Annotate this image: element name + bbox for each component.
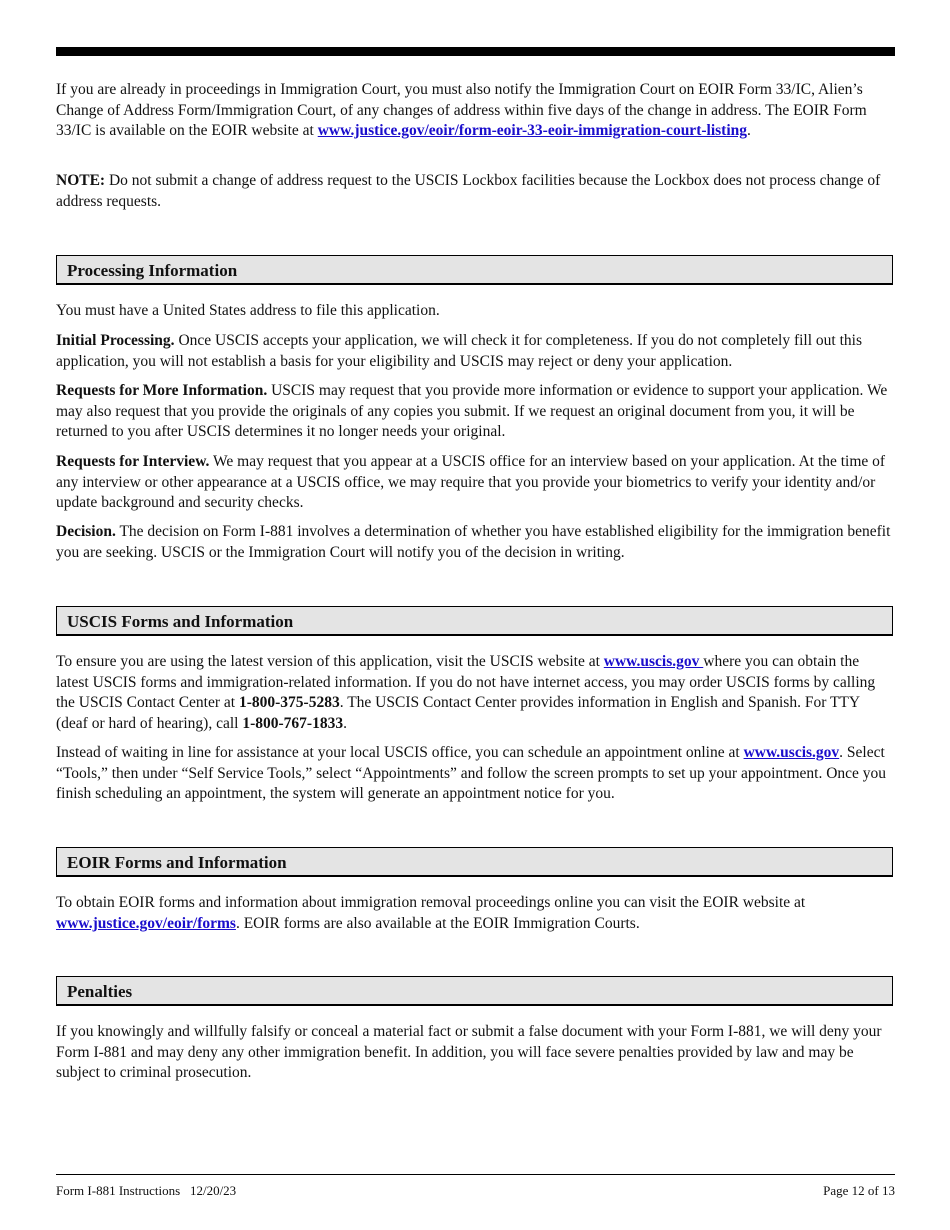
uscis-website-paragraph: To ensure you are using the latest version of this application, visit the USCIS website at www.uscis.gov where you can obtain the latest USCIS forms and immigration-related information. If you do not have internet access, you may order USCIS forms by calling the USCIS Contact Center at 1-800-375-5283. The USCIS Contact Center provides information in English and Spanish. For TTY (deaf or hard of hearing), call 1-800-767-1833. — [56, 653, 876, 732]
note-paragraph: NOTE: Do not submit a change of address request to the USCIS Lockbox facilities because the Lockbox does not process change of address requests. — [56, 172, 881, 210]
us-address-paragraph: You must have a United States address to file this application. — [56, 302, 440, 319]
eoir-forms-link[interactable]: www.justice.gov/eoir/forms — [56, 914, 236, 932]
section-header-penalties: Penalties — [56, 976, 893, 1006]
eoir-form-33-link[interactable]: www.justice.gov/eoir/form-eoir-33-eoir-immigration-court-listing — [317, 122, 747, 139]
top-rule — [56, 47, 895, 56]
contact-center-phone: 1-800-375-5283 — [238, 694, 340, 711]
initial-processing-paragraph: Initial Processing. Once USCIS accepts your application, we will check it for completeness. If you do not completely fill out this application, you will not establish a basis for your eligibility and USCIS may reject or deny your application. — [56, 332, 862, 370]
penalties-paragraph: If you knowingly and willfully falsify or conceal a material fact or submit a false document with your Form I-881, we will deny your Form I-881 and may deny any other immigration benefit. In addition, you will face severe penalties provided by law and may be subject to criminal prosecution. — [56, 1023, 882, 1081]
footer-rule — [56, 1174, 895, 1175]
note-label: NOTE: — [56, 172, 106, 189]
section-header-uscis-forms: USCIS Forms and Information — [56, 606, 893, 636]
requests-more-info-paragraph: Requests for More Information. USCIS may request that you provide more information or evidence to support your application. We may also request that you provide the originals of any copies you submit. If we request an original document from you, it will be returned to you after USCIS determines it no longer needs your original. — [56, 382, 888, 440]
eoir-forms-paragraph: To obtain EOIR forms and information about immigration removal proceedings online you can visit the EOIR website at www.justice.gov/eoir/forms. EOIR forms are also available at the EOIR Immigration Courts. — [56, 894, 806, 932]
appointment-paragraph: Instead of waiting in line for assistance at your local USCIS office, you can schedule an appointment online at www.uscis.gov. Select “Tools,” then under “Self Service Tools,” select “Appointments” and follow the screen prompts to set up your appointment. Once you finish scheduling an appointment, the system will generate an appointment notice for you. — [56, 744, 887, 802]
uscis-appointment-link[interactable]: www.uscis.gov — [743, 744, 840, 761]
footer-page-number: Page 12 of 13 — [823, 1183, 895, 1198]
tty-phone: 1-800-767-1833 — [242, 714, 344, 732]
footer-form-id: Form I-881 Instructions 12/20/23 — [56, 1183, 237, 1198]
uscis-website-link[interactable]: www.uscis.gov — [603, 653, 704, 670]
section-header-processing: Processing Information — [56, 255, 893, 285]
requests-interview-paragraph: Requests for Interview. We may request that you appear at a USCIS office for an interview based on your application. At the time of any interview or other appearance at a USCIS office, we may require that you provide your biometrics to verify your identity and/or update background and security checks. — [56, 453, 886, 511]
decision-paragraph: Decision. The decision on Form I-881 involves a determination of whether you have established eligibility for the immigration benefit you are seeking. USCIS or the Immigration Court will notify you of the decision in writing. — [56, 523, 891, 561]
section-header-eoir-forms: EOIR Forms and Information — [56, 847, 893, 877]
immigration-court-paragraph: If you are already in proceedings in Immigration Court, you must also notify the Immigration Court on EOIR Form 33/IC, Alien’s Change of Address Form/Immigration Court, of any changes of address within five days of the change in address. The EOIR Form 33/IC is available on the EOIR website at www.justice.gov/eoir/form-eoir-33-eoir-immigration-court-listing. — [56, 81, 867, 139]
